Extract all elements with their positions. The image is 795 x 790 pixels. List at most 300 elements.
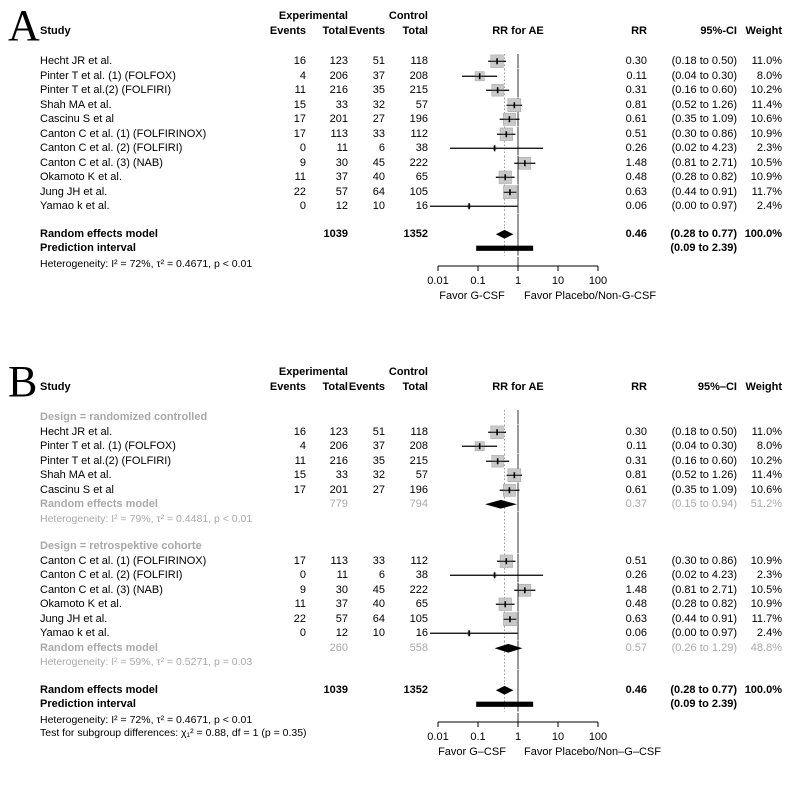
rr-value: 0.63 [625,185,647,198]
prediction-interval-row [40,697,782,712]
exp-total: 201 [329,113,348,126]
forest-rows [40,410,782,712]
summary-label: Random effects model [40,227,158,240]
exp-total: 779 [329,498,348,511]
column-header-ctrl-total: Total [402,380,428,393]
ctrl-total: 1352 [403,227,428,240]
study-row [40,127,782,142]
ci-value: (0.28 to 0.82) [671,171,737,184]
ctrl-events: 33 [372,127,385,140]
prediction-label: Prediction interval [40,242,136,255]
study-name: Canton C et al. (2) (FOLFIRI) [40,569,183,582]
column-header-control: Control [388,9,428,22]
rr-value: 0.30 [625,425,647,438]
ci-value: (0.44 to 0.91) [671,612,737,625]
panel-b-label: B [8,357,38,406]
exp-events: 17 [293,483,306,496]
forest-plot-cell [428,597,608,612]
study-name: Yamao k et al. [40,200,110,213]
subgroup-label: Design = randomized controlled [40,411,208,424]
study-name: Canton C et al. (1) (FOLFIRINOX) [40,127,207,140]
ci-value: (0.00 to 0.97) [671,627,737,640]
ci-value: (0.15 to 0.94) [671,498,737,511]
column-header-exp-total: Total [322,380,348,393]
summary-label: Random effects model [40,641,158,654]
column-header-row-2 [40,23,782,38]
study-name: Cascinu S et al [40,483,114,496]
ci-value: (0.28 to 0.77) [670,227,737,240]
forest-plot-cell [428,454,608,469]
forest-plot-cell [428,112,608,127]
study-row [40,454,782,469]
rr-value: 0.81 [625,469,647,482]
x-tick-label: 100 [588,730,608,743]
ctrl-events: 6 [378,569,385,582]
subgroup-header-row [40,539,782,554]
exp-total: 206 [329,69,348,82]
rr-value: 0.51 [625,554,647,567]
exp-events: 22 [293,612,306,625]
column-header-row-2 [40,379,782,394]
weight-value: 10.9% [750,171,782,184]
forest-plot-cell [428,497,608,512]
ci-value: (0.16 to 0.60) [671,84,737,97]
weight-value: 2.4% [756,200,782,213]
exp-events: 0 [299,569,306,582]
prediction-ci-value: (0.09 to 2.39) [670,242,737,255]
weight-value: 10.9% [750,127,782,140]
x-tick-label: 1 [514,730,522,743]
x-axis [427,257,657,305]
footnotes [40,257,428,271]
forest-rows [40,54,782,256]
ctrl-total: 1352 [403,683,428,696]
weight-value: 2.3% [756,569,782,582]
weight-value: 11.4% [751,98,782,111]
ctrl-total: 222 [409,156,428,169]
forest-plot-cell [428,554,608,569]
ctrl-events: 64 [372,185,385,198]
ctrl-total: 105 [409,185,428,198]
study-row [40,568,782,583]
study-row [40,112,782,127]
exp-events: 11 [294,454,306,467]
ci-value: (0.04 to 0.30) [671,440,737,453]
exp-events: 16 [293,55,306,68]
ci-value: (0.16 to 0.60) [671,454,737,467]
exp-total: 30 [335,583,348,596]
exp-total: 37 [335,171,348,184]
forest-plot-cell [428,83,608,98]
study-row [40,626,782,641]
weight-value: 10.6% [750,113,782,126]
ctrl-total: 16 [415,627,428,640]
ctrl-events: 51 [372,425,385,438]
forest-plot-cell [428,54,608,69]
study-name: Pinter T et al.(2) (FOLFIRI) [40,454,172,467]
forest-plot-cell [428,98,608,113]
forest-plot-cell [428,127,608,142]
forest-plot-cell [428,626,608,641]
ci-value: (0.81 to 2.71) [671,156,737,169]
weight-value: 10.9% [750,598,782,611]
study-name: Pinter T et al.(2) (FOLFIRI) [40,84,172,97]
ctrl-total: 38 [415,569,428,582]
ci-value: (0.02 to 4.23) [671,569,737,582]
summary-label: Random effects model [40,498,158,511]
forest-plot-cell [428,583,608,598]
column-header-row-1 [40,8,782,23]
forest-plot-cell [428,170,608,185]
column-header-ctrl-events: Events [348,24,385,37]
favor-right-label: Favor Placebo/Non-G-CSF [524,289,657,302]
study-row [40,468,782,483]
ctrl-total: 57 [415,469,428,482]
exp-events: 15 [293,469,306,482]
exp-events: 9 [299,156,306,169]
column-header-weight: Weight [745,380,782,393]
study-name: Okamoto K et al. [40,598,122,611]
column-header-study: Study [40,24,71,37]
study-row [40,98,782,113]
rr-value: 0.46 [625,227,647,240]
exp-total: 11 [336,569,348,582]
exp-total: 1039 [323,683,348,696]
ctrl-total: 222 [409,583,428,596]
axis-and-footnotes-row [40,713,782,761]
forest-plot-cell [428,185,608,200]
x-tick-label: 10 [551,274,565,287]
ctrl-total: 215 [409,84,428,97]
weight-value: 48.8% [750,641,782,654]
ctrl-total: 215 [409,454,428,467]
ctrl-events: 10 [372,627,385,640]
study-name: Canton C et al. (3) (NAB) [40,156,163,169]
rr-value: 0.61 [625,483,647,496]
ci-value: (0.28 to 0.77) [670,683,737,696]
study-row [40,156,782,171]
ci-value: (0.28 to 0.82) [671,598,737,611]
x-axis [427,713,661,761]
ctrl-events: 6 [378,142,385,155]
forest-plot-cell [428,241,608,256]
ctrl-events: 51 [372,55,385,68]
exp-total: 57 [335,612,348,625]
forest-plot-cell [428,483,608,498]
prediction-ci-value: (0.09 to 2.39) [670,698,737,711]
prediction-interval-row [40,241,782,256]
study-name: Pinter T et al. (1) (FOLFOX) [40,440,176,453]
ci-value: (0.30 to 0.86) [671,127,737,140]
weight-value: 8.0% [756,69,782,82]
rr-value: 0.37 [625,498,647,511]
exp-events: 0 [299,200,306,213]
subgroup-test-text: Test for subgroup differences: χ₁² = 0.88, df = 1 (p = 0.35) [40,726,307,739]
weight-value: 11.0% [751,425,782,438]
ctrl-events: 27 [372,113,385,126]
weight-value: 10.2% [750,454,782,467]
exp-events: 22 [293,185,306,198]
exp-events: 4 [299,69,306,82]
gap-row [40,526,782,539]
exp-total: 37 [335,598,348,611]
ctrl-events: 45 [372,156,385,169]
column-header-ctrl-total: Total [402,24,428,37]
ctrl-events: 40 [372,598,385,611]
exp-events: 11 [294,84,306,97]
heterogeneity-text: Heterogeneity: I² = 72%, τ² = 0.4671, p < 0.01 [40,713,253,726]
ctrl-total: 558 [409,641,428,654]
ci-value: (0.52 to 1.26) [671,98,737,111]
ctrl-total: 112 [410,127,428,140]
weight-value: 11.7% [751,612,782,625]
study-row [40,554,782,569]
study-row [40,425,782,440]
exp-events: 16 [293,425,306,438]
forest-plot-cell [428,612,608,627]
favor-left-label: Favor G-CSF [439,289,505,302]
exp-total: 33 [335,98,348,111]
study-row [40,483,782,498]
exp-total: 33 [335,469,348,482]
forest-plot-cell [428,141,608,156]
exp-events: 17 [293,554,306,567]
summary-row [40,227,782,242]
rr-value: 0.48 [625,171,647,184]
ci-value: (0.18 to 0.50) [671,425,737,438]
exp-total: 1039 [323,227,348,240]
column-header-row-1 [40,364,782,379]
ci-value: (0.35 to 1.09) [671,113,737,126]
exp-total: 206 [329,440,348,453]
study-name: Hecht JR et al. [40,55,113,68]
study-name: Pinter T et al. (1) (FOLFOX) [40,69,176,82]
x-tick-label: 0.1 [470,274,486,287]
study-row [40,170,782,185]
study-name: Jung JH et al. [40,612,108,625]
ctrl-total: 57 [415,98,428,111]
ctrl-events: 37 [372,69,385,82]
weight-value: 10.9% [750,554,782,567]
rr-value: 0.11 [626,69,647,82]
ctrl-events: 10 [372,200,385,213]
forest-plot-cell [428,439,608,454]
exp-total: 201 [329,483,348,496]
study-row [40,83,782,98]
column-header-control: Control [388,365,428,378]
ctrl-total: 65 [415,171,428,184]
ci-value: (0.52 to 1.26) [671,469,737,482]
subgroup-header-row [40,410,782,425]
ctrl-total: 105 [409,612,428,625]
panel-a-label: A [8,1,40,50]
ci-value: (0.26 to 1.29) [671,641,737,654]
rr-value: 0.06 [625,200,647,213]
forest-plot-cell [428,227,608,242]
ctrl-events: 32 [372,98,385,111]
column-header-exp-events: Events [269,24,306,37]
exp-total: 113 [330,554,348,567]
column-header-effect: RR for AE [492,380,544,393]
summary-row [40,683,782,698]
rr-value: 1.48 [625,156,647,169]
ci-value: (0.18 to 0.50) [671,55,737,68]
weight-value: 100.0% [744,683,782,696]
study-row [40,54,782,69]
exp-events: 17 [293,113,306,126]
study-name: Canton C et al. (2) (FOLFIRI) [40,142,183,155]
exp-total: 260 [329,641,348,654]
column-header-exp-total: Total [322,24,348,37]
panel-b [0,357,795,761]
column-header-ctrl-events: Events [348,380,385,393]
exp-total: 113 [330,127,348,140]
study-row [40,185,782,200]
ctrl-total: 16 [415,200,428,213]
x-tick-label: 100 [588,274,608,287]
x-tick-label: 0.1 [470,730,486,743]
study-name: Yamao k et al. [40,627,110,640]
weight-value: 10.6% [750,483,782,496]
favor-left-label: Favor G–CSF [438,745,506,758]
exp-events: 0 [299,627,306,640]
forest-plot-cell [428,655,608,670]
ctrl-total: 196 [409,113,428,126]
prediction-label: Prediction interval [40,698,136,711]
rr-value: 0.06 [625,627,647,640]
gap-row [40,670,782,683]
forest-plot-cell [428,539,608,554]
weight-value: 11.0% [751,55,782,68]
ctrl-total: 208 [409,440,428,453]
column-header-exp-events: Events [269,380,306,393]
weight-value: 8.0% [756,440,782,453]
exp-events: 11 [294,171,306,184]
study-name: Jung JH et al. [40,185,108,198]
study-row [40,141,782,156]
rr-value: 0.48 [625,598,647,611]
forest-plot-cell [428,425,608,440]
ctrl-events: 45 [372,583,385,596]
heterogeneity-note-row [40,512,782,527]
ctrl-events: 35 [372,454,385,467]
ctrl-events: 64 [372,612,385,625]
ci-value: (0.81 to 2.71) [671,583,737,596]
exp-total: 30 [335,156,348,169]
forest-plot-cell [428,683,608,698]
weight-value: 10.2% [750,84,782,97]
forest-plot-cell [428,410,608,425]
ctrl-events: 33 [372,554,385,567]
ctrl-total: 112 [410,554,428,567]
exp-total: 123 [329,55,348,68]
column-header-study: Study [40,380,71,393]
rr-value: 0.11 [626,440,647,453]
x-tick-label: 10 [551,730,565,743]
study-row [40,439,782,454]
rr-value: 0.26 [625,142,647,155]
panel-b-content [40,364,782,761]
ctrl-total: 208 [409,69,428,82]
study-name: Okamoto K et al. [40,171,122,184]
ci-value: (0.04 to 0.30) [671,69,737,82]
subgroup-label: Design = retrospektive cohorte [40,540,202,553]
study-row [40,199,782,214]
weight-value: 10.5% [750,583,782,596]
summary-label: Random effects model [40,683,158,696]
ctrl-total: 118 [410,55,428,68]
x-tick-label: 0.01 [427,274,449,287]
exp-total: 216 [329,454,348,467]
ctrl-total: 118 [410,425,428,438]
forest-plot-cell [428,199,608,214]
column-header-effect: RR for AE [492,24,544,37]
study-name: Canton C et al. (3) (NAB) [40,583,163,596]
column-header-experimental: Experimental [278,365,348,378]
rr-value: 0.81 [625,98,647,111]
ctrl-total: 794 [409,498,428,511]
study-name: Cascinu S et al [40,113,114,126]
weight-value: 2.4% [756,627,782,640]
gap-row [40,214,782,227]
forest-plot-cell [428,641,608,656]
weight-value: 2.3% [756,142,782,155]
exp-events: 4 [299,440,306,453]
panel-a-content [40,8,782,305]
study-row [40,69,782,84]
study-row [40,597,782,612]
rr-value: 1.48 [625,583,647,596]
rr-value: 0.61 [625,113,647,126]
rr-value: 0.57 [625,641,647,654]
forest-plot-cell [428,568,608,583]
ci-value: (0.30 to 0.86) [671,554,737,567]
subgroup-heterogeneity-text: Heterogeneity: I² = 79%, τ² = 0.4481, p < 0.01 [40,512,253,525]
ctrl-total: 196 [409,483,428,496]
ci-value: (0.00 to 0.97) [671,200,737,213]
forest-plot-cell [428,69,608,84]
ctrl-total: 38 [415,142,428,155]
column-header-experimental: Experimental [278,9,348,22]
study-name: Shah MA et al. [40,469,112,482]
heterogeneity-note-row [40,655,782,670]
exp-total: 216 [329,84,348,97]
column-header-rr: RR [631,380,647,393]
ctrl-events: 27 [372,483,385,496]
ctrl-events: 32 [372,469,385,482]
panel-a [0,1,795,305]
study-row [40,583,782,598]
heterogeneity-text: Heterogeneity: I² = 72%, τ² = 0.4671, p < 0.01 [40,257,253,270]
ci-value: (0.35 to 1.09) [671,483,737,496]
ctrl-events: 35 [372,84,385,97]
exp-total: 123 [329,425,348,438]
footnotes [40,713,428,740]
weight-value: 11.4% [751,469,782,482]
exp-total: 12 [335,200,348,213]
x-tick-label: 1 [514,274,522,287]
exp-total: 57 [335,185,348,198]
study-name: Shah MA et al. [40,98,112,111]
exp-events: 11 [294,598,306,611]
ctrl-events: 40 [372,171,385,184]
exp-events: 9 [299,583,306,596]
rr-value: 0.31 [625,454,647,467]
ci-value: (0.44 to 0.91) [671,185,737,198]
favor-right-label: Favor Placebo/Non–G–CSF [524,745,661,758]
exp-events: 0 [299,142,306,155]
rr-value: 0.26 [625,569,647,582]
